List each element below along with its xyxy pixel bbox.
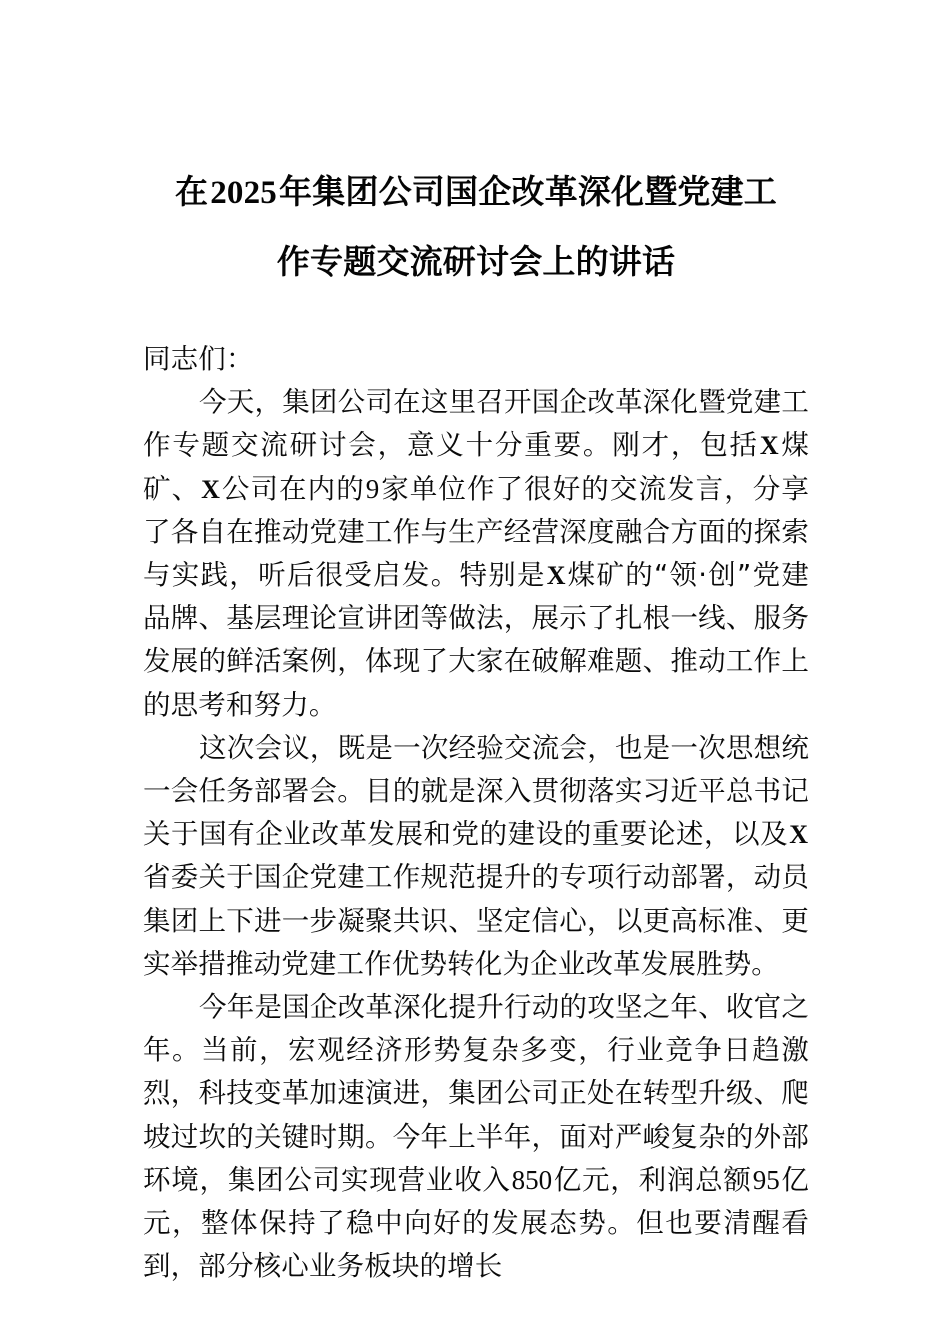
document-content bbox=[143, 0, 809, 1288]
body-paragraph-3: 今年是国企改革深化提升行动的攻坚之年、收官之年。当前，宏观经济形势复杂多变，行业竞争日趋激烈，科技变革加速演进，集团公司正处在转型升级、爬坡过坎的关键时期。今年上半年，面对严峻复杂的外部环境，集团公司实现营业收入850亿元，利润总额95亿元，整体保持了稳中向好的发展态势。但也要清醒看到，部分核心业务板块的增长 bbox=[143, 991, 809, 1283]
body-paragraph-1: 今天，集团公司在这里召开国企改革深化暨党建工作专题交流研讨会，意义十分重要。刚才，包括X煤矿、X公司在内的9家单位作了很好的交流发言，分享了各自在推动党建工作与生产经营深度融合方面的探索与实践，听后很受启发。特别是X煤矿的“领·创”党建品牌、基层理论宣讲团等做法，展示了扎根一线、服务发展的鲜活案例，体现了大家在破解难题、推动工作上的思考和努力。 bbox=[143, 386, 810, 721]
salutation-line: 同志们： bbox=[143, 343, 254, 375]
body-paragraph-2: 这次会议，既是一次经验交流会，也是一次思想统一会任务部署会。目的就是深入贯彻落实习近平总书记关于国有企业改革发展和党的建设的重要论述，以及X省委关于国企党建工作规范提升的专项行动部署，动员集团上下进一步凝聚共识、坚定信心，以更高标准、更实举措推动党建工作优势转化为企业改革发展胜势。 bbox=[143, 731, 809, 980]
title-line-1: 在2025年集团公司国企改革深化暨党建工 bbox=[174, 175, 777, 211]
page-title bbox=[143, 0, 809, 298]
document-body bbox=[143, 338, 809, 1288]
title-line-2: 作专题交流研讨会上的讲话 bbox=[276, 245, 676, 281]
